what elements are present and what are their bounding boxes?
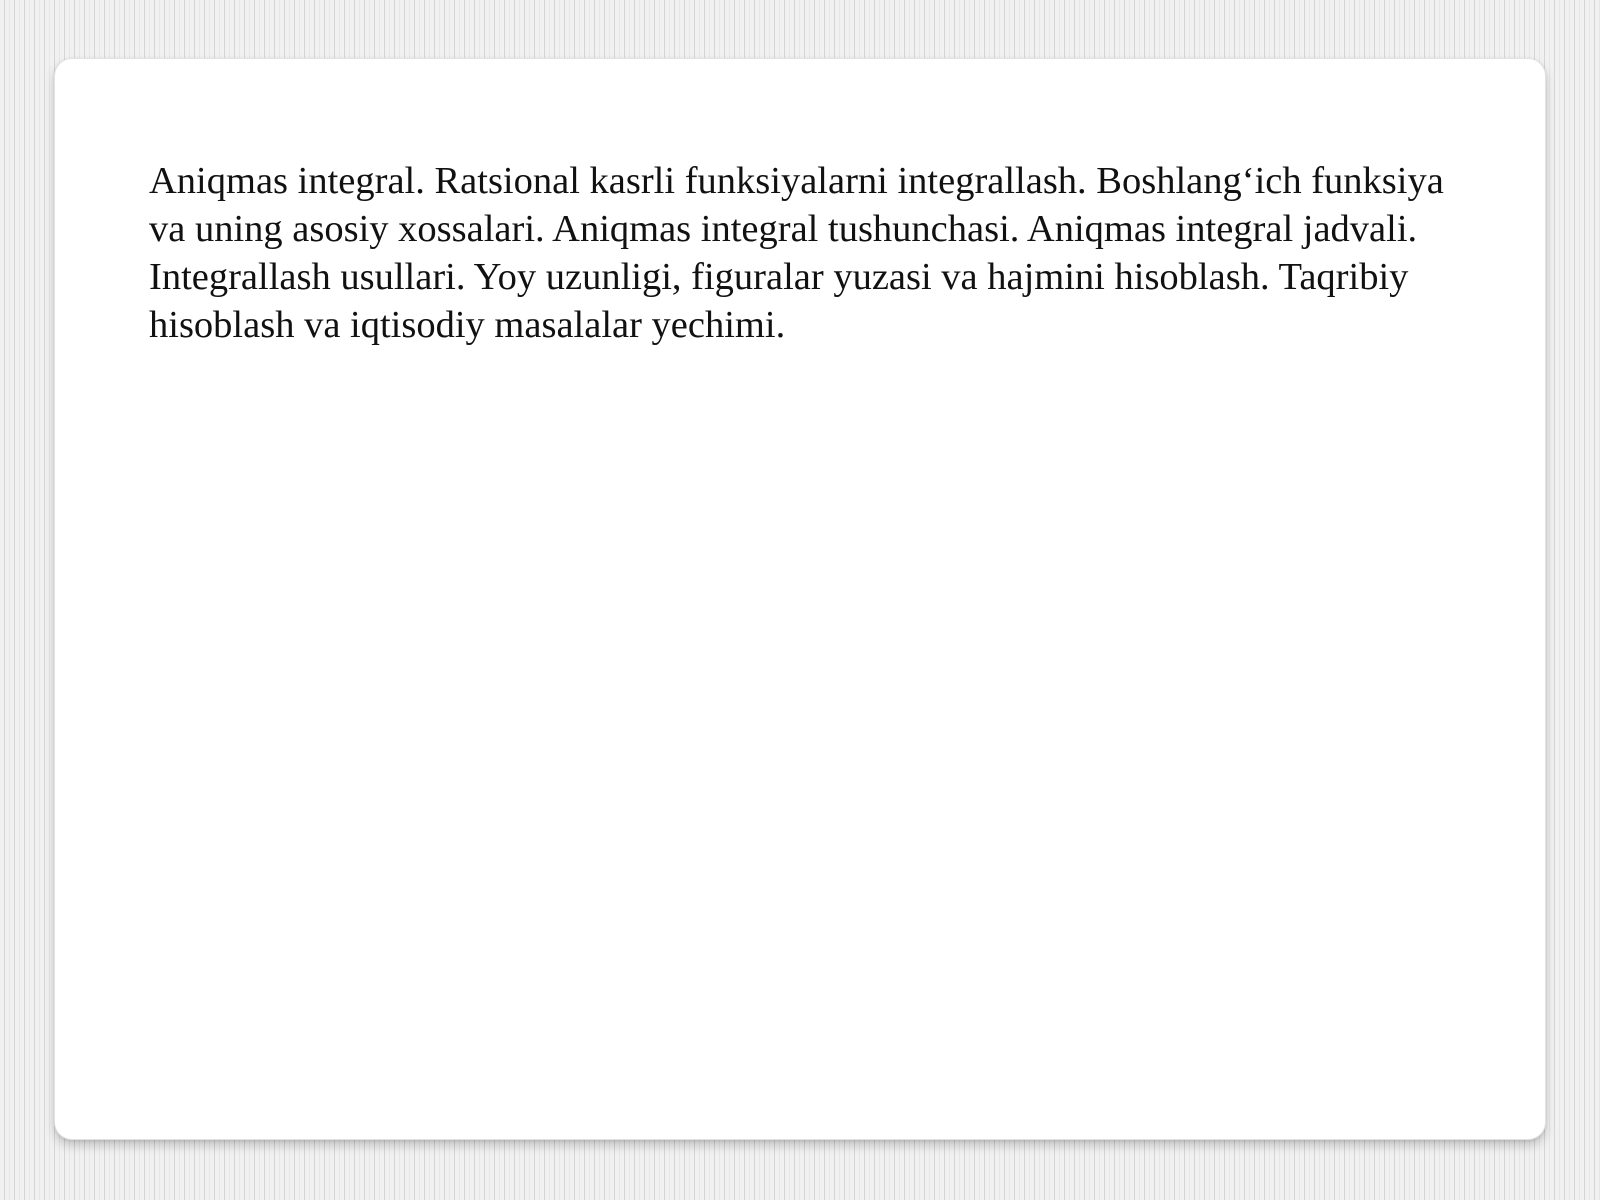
slide-card xyxy=(54,58,1546,1140)
slide-body-text: Aniqmas integral. Ratsional kasrli funksiyalarni integrallash. Boshlang‘ich funksiya va uning asosiy xossalari. Aniqmas integral tushunchasi. Aniqmas integral jadvali. Integrallash usullari. Yoy uzunligi, figuralar yuzasi va hajmini hisoblash. Taqribiy hisoblash va iqtisodiy masalalar yechimi. xyxy=(149,160,1444,346)
